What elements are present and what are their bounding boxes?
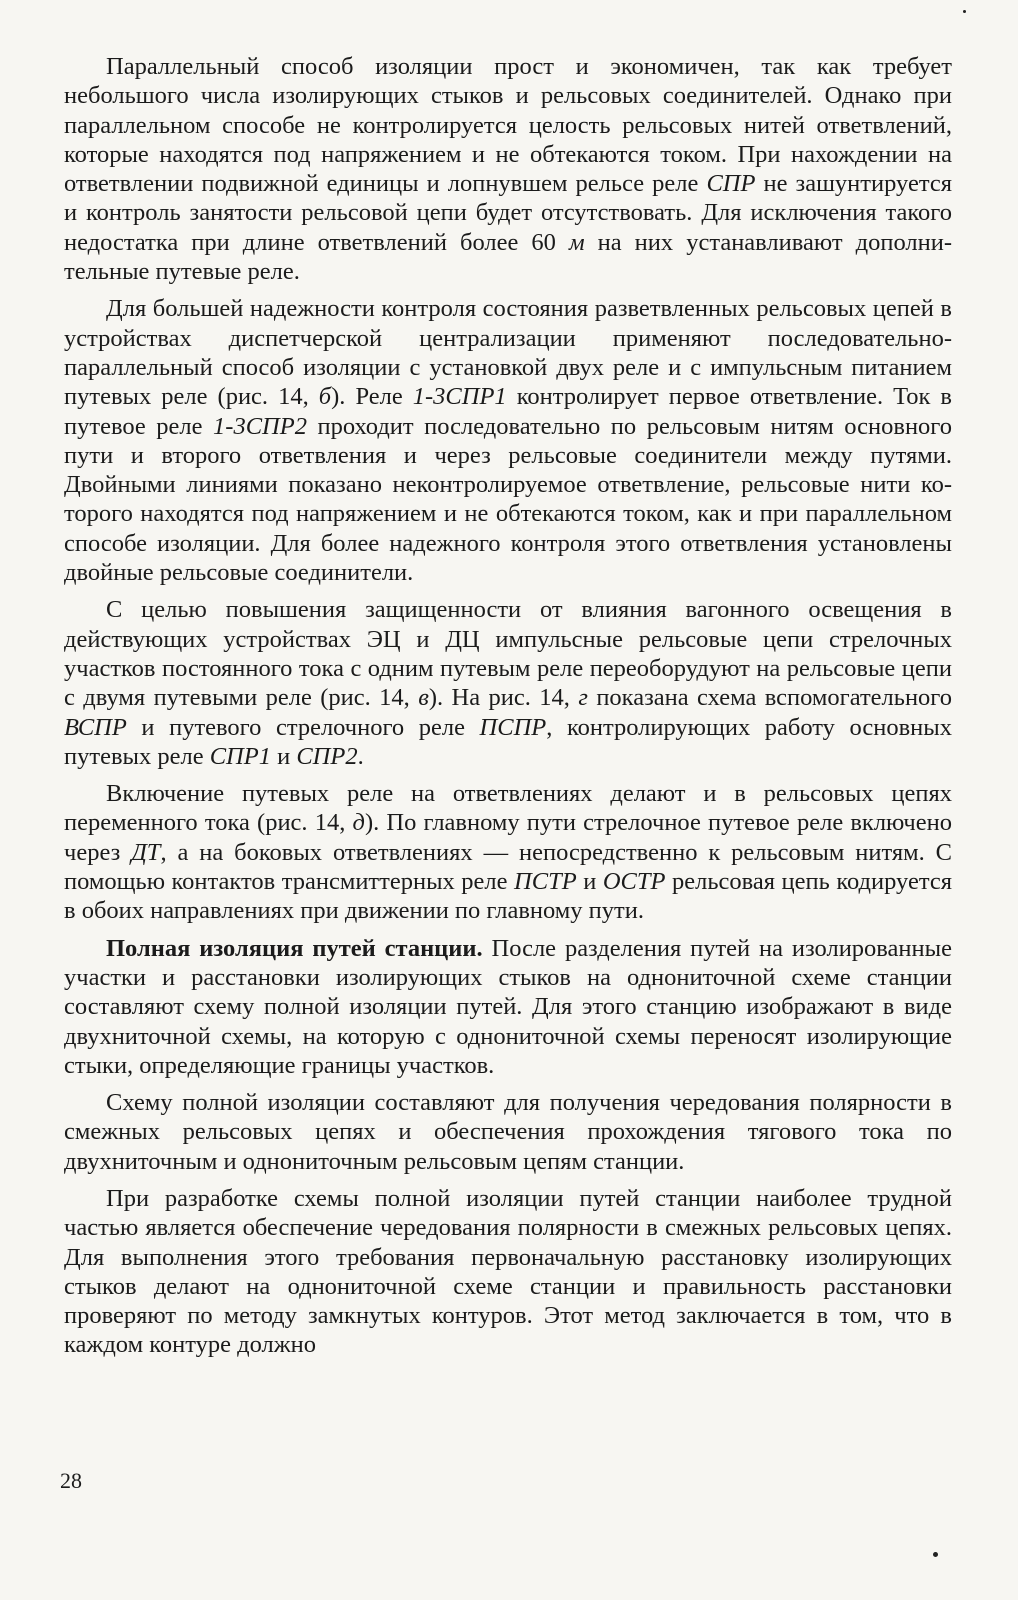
page-number: 28 xyxy=(60,1468,82,1493)
text-run: Включение путевых реле на ответвлениях делают и в рельсовых цепях переменного тока (рис. 14, xyxy=(64,780,952,837)
paragraph-5 xyxy=(64,934,952,1080)
text-run: рельсовая цепь кодируется в обоих направлениях при движении по главному пути. xyxy=(64,868,952,925)
relay-label-1-3spr1: 1-3СПР1 xyxy=(412,383,507,411)
scan-speck xyxy=(933,1552,938,1557)
paragraph-4 xyxy=(64,779,952,925)
device-label-dt: ДТ xyxy=(131,838,161,866)
text-run: . xyxy=(357,742,364,770)
text-run: Для большей надежности контроля состояния разветвленных рельсовых цепей в устройствах диспетчерской централизации применяют последовательно-параллельный способ изоляции с установкой двух реле и с импульсным питанием путевых реле (рис. 14, xyxy=(64,295,952,411)
relay-label-spr: СПР xyxy=(706,170,756,198)
section-heading: Полная изоляция путей станции. xyxy=(106,934,483,962)
figure-letter: д xyxy=(352,809,365,837)
unit-meters: м xyxy=(568,228,585,256)
text-run: показана схема вспомогательного xyxy=(587,684,952,712)
figure-letter: г xyxy=(578,684,588,712)
text-run: Параллельный способ изоляции прост и экономичен, так как требует небольшого числа изолирующих стыков и рельсовых соединителей. Однако при параллельном способе не контролируется целость рельсовых нитей ответвлений, которые находятся под напряжением и не обтекаются током. При нахождении на ответвлении подвижной единицы и лопнувшем рельсе реле xyxy=(64,53,952,198)
text-run: проходит последовательно по рельсовым нитям основного пути и второго ответвления и через рельсовые соединители между путями. Двойными линиями показано неконтролируемое ответвление, рельсовые нити которого находятся под напряжением и не обтекаются током, как и при параллельном способе изоляции. Для более надежного контроля этого ответвления установлены двойные рельсовые соединители. xyxy=(64,412,952,587)
text-run: После разделения путей на изолированные участки и расстановки изолирующих стыков на однониточной схеме станции составляют схему полной изоляции путей. Для этого станцию изображают в виде двухниточной схемы, на которую с однониточной схемы переносят изолирующие стыки, определяющие границы участков. xyxy=(64,934,952,1079)
text-run: и путевого стрелочного реле xyxy=(126,713,480,741)
paragraph-3 xyxy=(64,595,952,771)
scan-speck xyxy=(963,10,966,13)
text-run: и xyxy=(576,868,603,896)
text-run: , а на боковых ответвлениях — непосредственно к рельсовым нитям. С помощью контактов трансмиттерных реле xyxy=(64,838,952,896)
text-run: , контролирующих работу основных путевых реле xyxy=(64,713,952,770)
paragraph-6 xyxy=(64,1088,952,1176)
relay-label-1-3spr2: 1-3СПР2 xyxy=(213,412,307,440)
text-run: ). Реле xyxy=(331,383,413,411)
relay-label-pstr: ПСТР xyxy=(514,868,577,896)
text-run: Схему полной изоляции составляют для получения чередования полярности в смежных рельсовых цепях и обеспечения прохождения тягового тока по двухниточным и однониточным рельсовым цепям станции. xyxy=(64,1089,952,1175)
figure-letter: б xyxy=(318,383,332,411)
relay-label-pspr: ПСПР xyxy=(479,713,547,741)
text-run: При разработке схемы полной изоляции путей станции наиболее трудной частью является обеспечение чередования полярности в смежных рельсовых цепях. Для выполнения этого требования первоначальную расстановку изолирующих стыков делают на однониточной схеме станции и правильность расстановки проверяют по методу замкнутых контуров. Этот метод заключается в том, что в каждом контуре должно xyxy=(64,1184,952,1359)
text-run: контролирует первое ответвление. Ток в путевое реле xyxy=(64,383,953,440)
relay-label-spr1: СПР1 xyxy=(209,742,271,770)
paragraph-7 xyxy=(64,1184,952,1360)
relay-label-ostr: ОСТР xyxy=(602,868,666,896)
relay-label-spr2: СПР2 xyxy=(296,742,358,770)
relay-label-vspr: ВСПР xyxy=(64,713,127,741)
page-body xyxy=(64,52,952,1368)
paragraph-2 xyxy=(64,294,952,587)
text-run: и xyxy=(270,742,297,770)
text-run: С целью повышения защищенности от влияния вагонного освещения в действующих устройствах ЭЦ и ДЦ импульсные рельсовые цепи стрелочных участков постоянного тока с одним путевым реле переоборудуют на рельсовые цепи с двумя путевыми реле (рис. 14, xyxy=(64,596,952,712)
paragraph-1 xyxy=(64,52,952,286)
text-run: не зашунтируется и контроль занятости рельсовой цепи будет отсутствовать. Для исключения такого недостатка при длине ответвлений более 60 xyxy=(64,170,952,256)
text-run: ). На рис. 14, xyxy=(428,684,579,712)
figure-letter: в xyxy=(418,684,429,712)
text-run: на них устанавливают дополнительные путевые реле. xyxy=(64,228,952,286)
text-run: ). По главному пути стрелочное путевое реле включено через xyxy=(64,809,952,866)
